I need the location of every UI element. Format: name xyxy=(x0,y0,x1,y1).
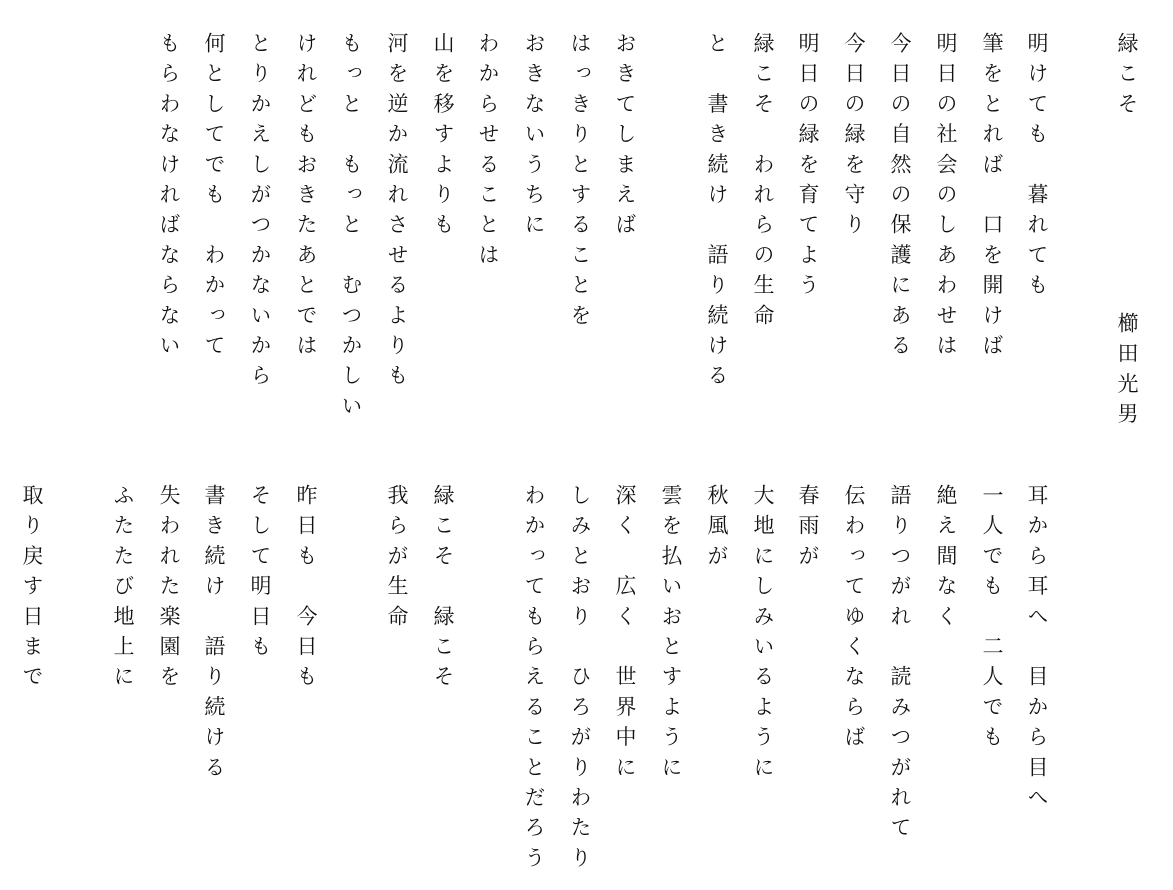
poem-line: もらわなければならない xyxy=(157,32,181,365)
poem-line: ふたたび地上に xyxy=(111,484,135,696)
poem-line: 取り戻す日まで xyxy=(20,484,44,696)
poem-line: わかってもらえることだろう xyxy=(522,484,546,877)
poem-line: 明日の社会のしあわせは xyxy=(934,32,958,365)
poem-line: 今日の緑を守り xyxy=(842,32,866,244)
poem-line: わからせることは xyxy=(476,32,500,274)
poem-line: 伝わってゆくならば xyxy=(842,484,866,756)
poem-line: 書き続け 語り続ける xyxy=(202,484,226,786)
poem-line: 緑こそ われらの生命 xyxy=(751,32,775,334)
poem-line: 一人でも 二人でも xyxy=(980,484,1004,756)
poem-line: はっきりとすることを xyxy=(568,32,592,334)
poem-line: と 書き続け 語り続ける xyxy=(705,32,729,395)
poem-line: おきないうちに xyxy=(522,32,546,244)
poem-line: もっと もっと むつかしい xyxy=(339,32,363,425)
poem-line: 大地にしみいるように xyxy=(751,484,775,786)
poem-line: 耳から耳へ 目から目へ xyxy=(1025,484,1049,817)
poem-line: 何としてでも わかって xyxy=(202,32,226,365)
poem-line: そして明日も xyxy=(248,484,272,666)
poem-line: 絶え間なく xyxy=(934,484,958,635)
poem-line: 河を逆か流れさせるよりも xyxy=(385,32,409,395)
poem-line: 今日の自然の保護にある xyxy=(888,32,912,365)
poem-line: 筆をとれば 口を開けば xyxy=(980,32,1004,365)
poem-line: 語りつがれ 読みつがれて xyxy=(888,484,912,847)
poem-line: 緑こそ 緑こそ xyxy=(431,484,455,696)
poem-line: 明けても 暮れても xyxy=(1025,32,1049,304)
poem-line: 春雨が xyxy=(796,484,820,575)
poem-line: 我らが生命 xyxy=(385,484,409,635)
poem-line: けれどもおきたあとでは xyxy=(294,32,318,365)
poem-line: 昨日も 今日も xyxy=(294,484,318,696)
poem-title: 緑こそ xyxy=(1115,32,1139,123)
poem-line: 雲を払いおとすように xyxy=(659,484,683,786)
poem-author: 櫛田光男 xyxy=(1115,312,1139,433)
poem-line: 深く 広く 世界中に xyxy=(613,484,637,786)
poem-line: 秋風が xyxy=(705,484,729,575)
poem-line: おきてしまえば xyxy=(613,32,637,244)
poem-line: 明日の緑を育てよう xyxy=(796,32,820,304)
poem-line: 失われた楽園を xyxy=(157,484,181,696)
poem-line: 山を移すよりも xyxy=(431,32,455,244)
poem-line: とりかえしがつかないから xyxy=(248,32,272,395)
poem-line: しみとおり ひろがりわたり xyxy=(568,484,592,877)
